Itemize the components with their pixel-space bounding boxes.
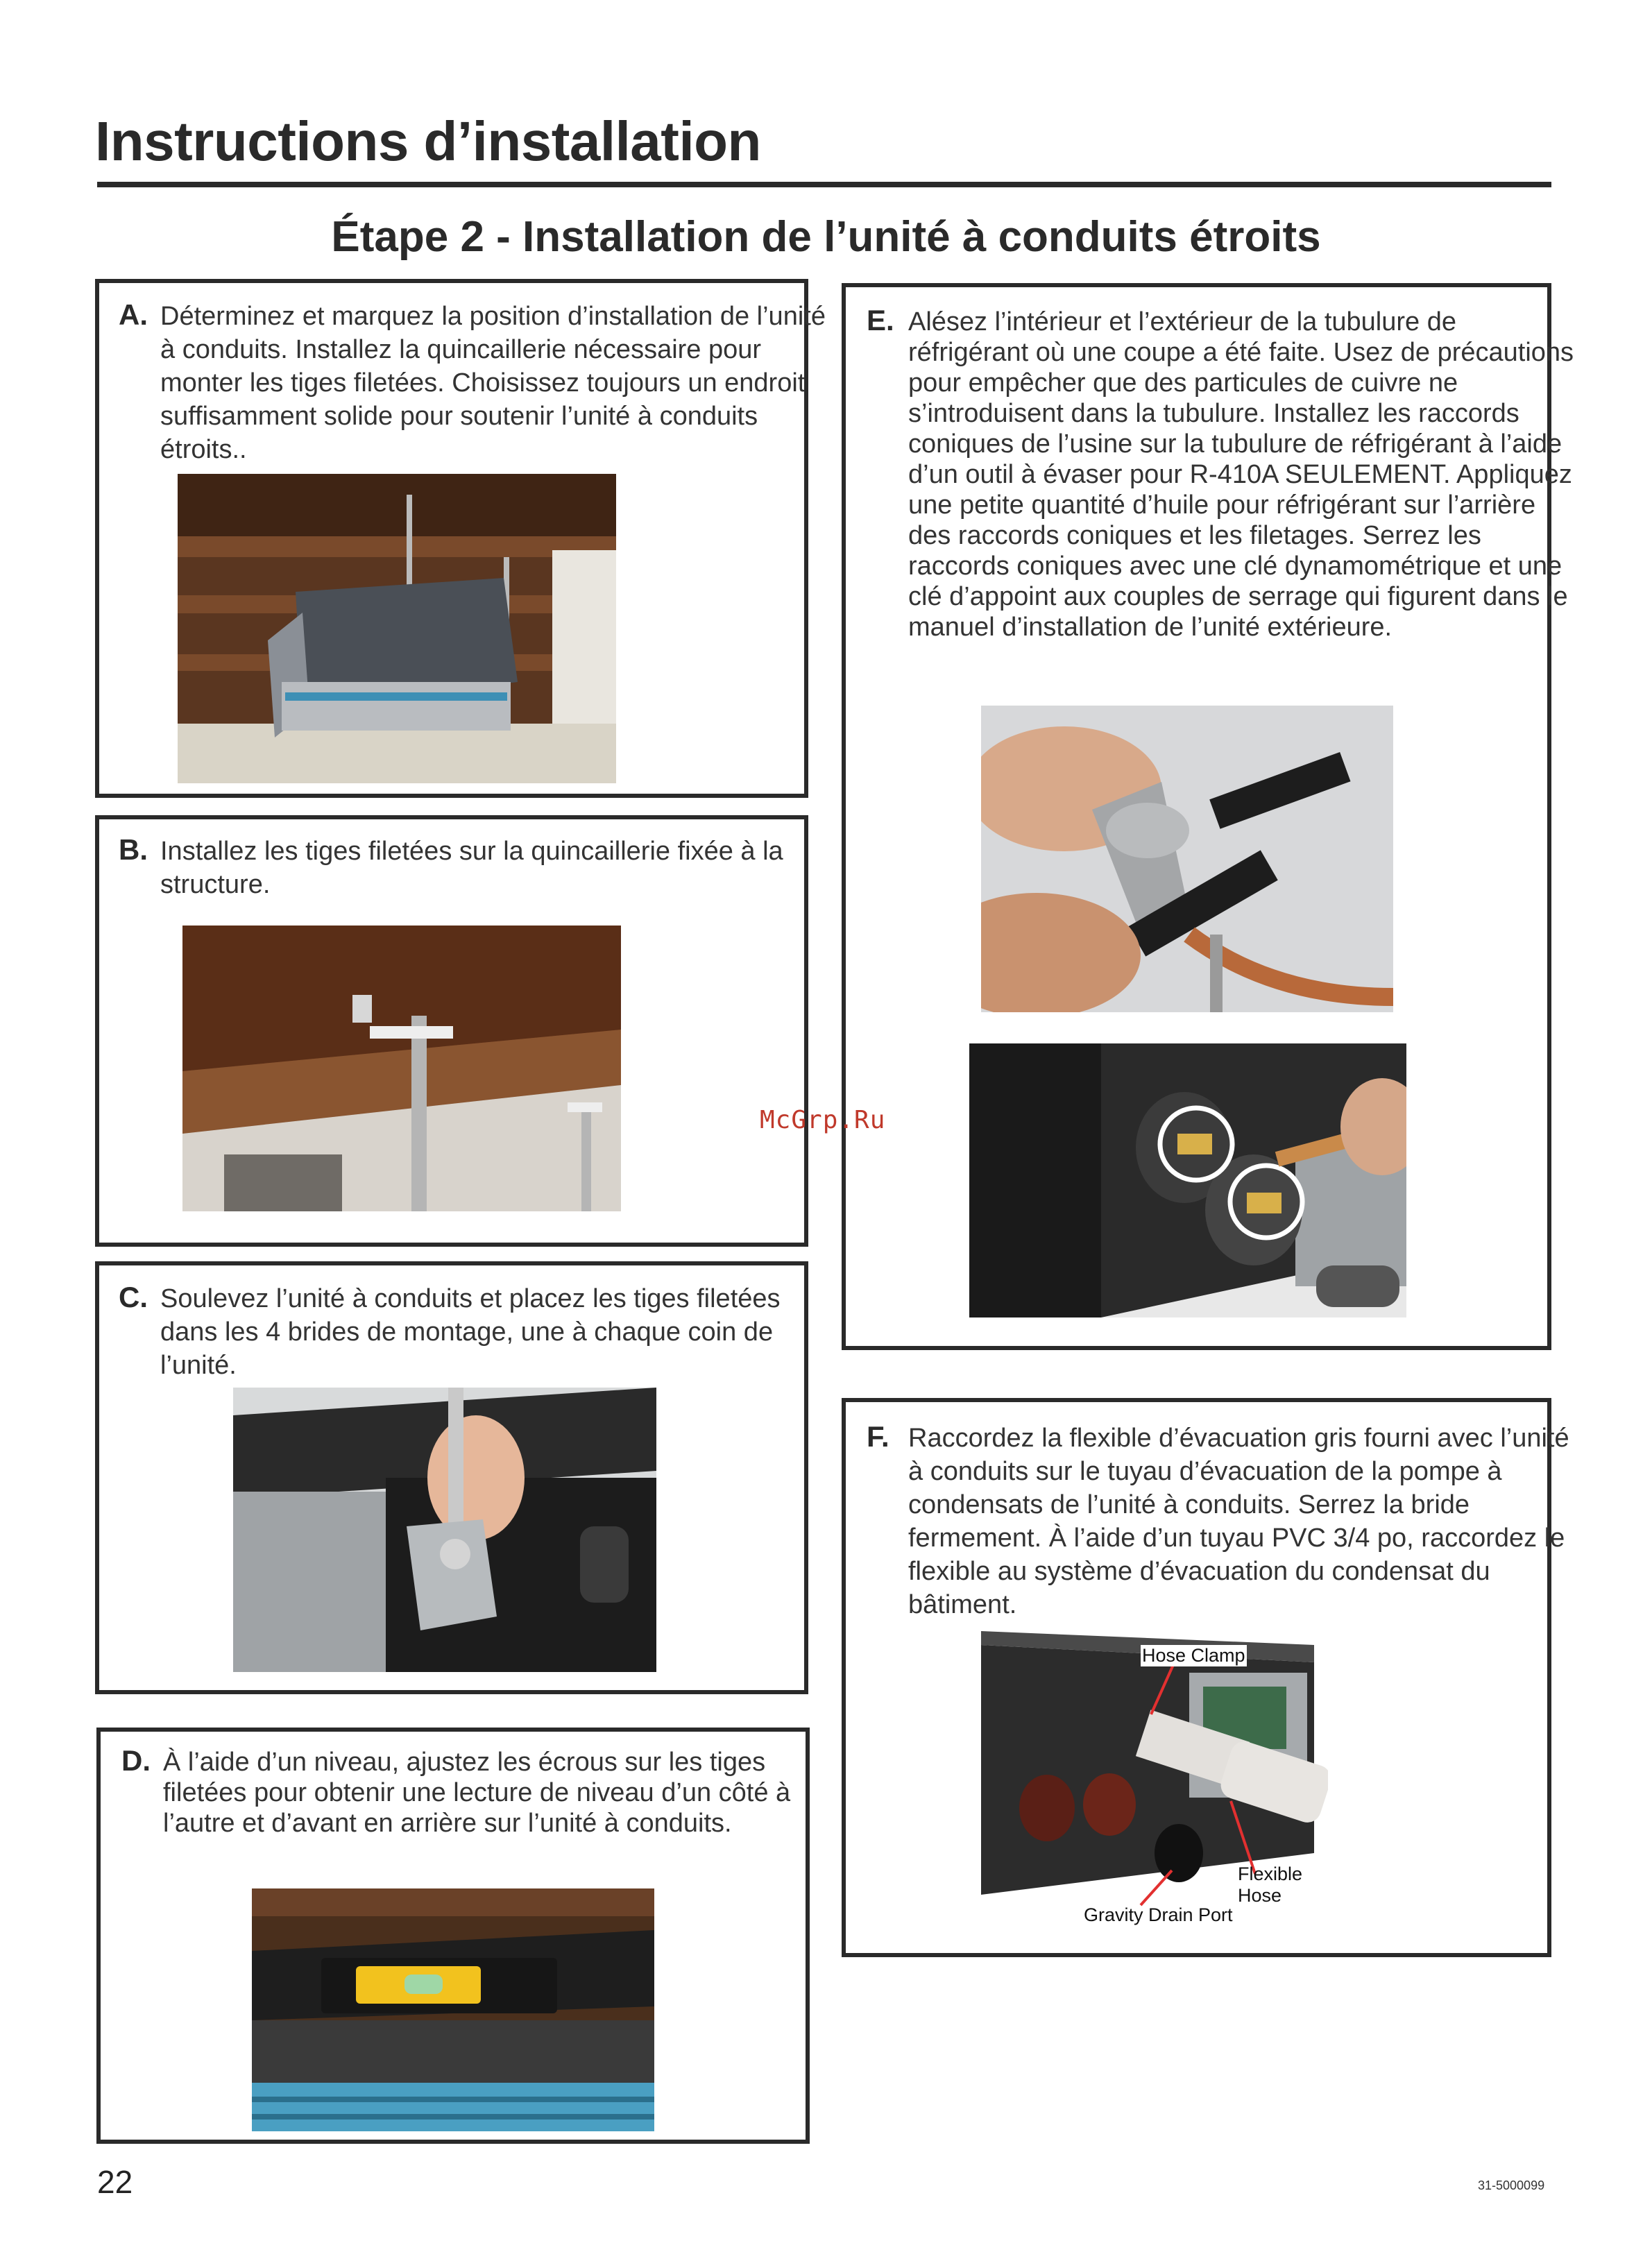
step-f-body: Raccordez la flexible d’évacuation gris fourni avec l’unité à conduits sur le tuyau d’évacuation de la pompe à condensats de l’unité à conduits. Serrez la bride fermement. À l’aide d’un tuyau PVC 3/4 po, raccordez le flexible au système d’évacuation du condensat du bâtiment. (908, 1424, 1569, 1619)
step-d-photo (252, 1888, 654, 2131)
step-b-body: Installez les tiges filetées sur la quincaillerie fixée à la structure. (160, 837, 783, 899)
step-a-text (119, 298, 826, 466)
gravity-drain-port-label: Gravity Drain Port (1084, 1904, 1233, 1925)
step-f-letter: F. (867, 1420, 889, 1453)
step-c-letter: C. (119, 1281, 148, 1313)
step-a-body: Déterminez et marquez la position d’installation de l’unité à conduits. Installez la quincaillerie nécessaire pour monter les tiges filetées. Choisissez toujours un endroit suffisamment solide pour soutenir l’unité à conduits étroits.. (160, 302, 826, 464)
step-d-body: À l’aide d’un niveau, ajustez les écrous sur les tiges filetées pour obtenir une lecture de niveau d’un côté à l’autre et d’avant en arrière sur l’unité à conduits. (163, 1748, 791, 1838)
step-c-box (95, 1261, 808, 1694)
step-e-photo-fittings (969, 1043, 1406, 1317)
flexible-hose-label: Flexible Hose (1238, 1864, 1303, 1906)
step-d-letter: D. (121, 1744, 151, 1777)
step-subtitle: Étape 2 - Installation de l’unité à conduits étroits (331, 213, 1321, 261)
step-e-photo-flaring (981, 706, 1393, 1012)
step-b-box (95, 815, 808, 1247)
step-c-body: Soulevez l’unité à conduits et placez les tiges filetées dans les 4 brides de montage, une à chaque coin de l’unité. (160, 1284, 781, 1380)
page-title: Instructions d’installation (95, 110, 761, 172)
watermark: McGrp.Ru (760, 1106, 886, 1134)
step-c-photo (233, 1388, 656, 1672)
document-code: 31-5000099 (1478, 2178, 1545, 2192)
step-c-text (119, 1281, 826, 1382)
step-a-box (95, 279, 826, 798)
step-e-text (867, 305, 1581, 642)
step-b-letter: B. (119, 833, 148, 866)
title-rule (97, 182, 1551, 187)
step-f-box (842, 1398, 1569, 1957)
hose-clamp-label: Hose Clamp (1142, 1645, 1245, 1666)
step-a-letter: A. (119, 298, 148, 331)
step-b-photo (182, 926, 621, 1211)
page-number: 22 (97, 2164, 133, 2200)
step-e-box (842, 283, 1574, 1350)
step-e-letter: E. (867, 304, 894, 336)
step-d-text (121, 1746, 829, 1839)
step-b-text (119, 833, 826, 901)
step-f-diagram (981, 1631, 1328, 1936)
step-f-text (867, 1420, 1581, 1621)
step-a-photo (178, 474, 616, 783)
step-e-body: Alésez l’intérieur et l’extérieur de la tubulure de réfrigérant où une coupe a été faite. Usez de précautions pour empêcher que des particules de cuivre ne s’introduisent dans la tubulure. Installez les raccords coniques de l’usine sur la tubulure de réfrigérant à l’aide d’un outil à évaser pour R-410A SEULEMENT. Appliquez une petite quantité d’huile pour réfrigérant sur l’arrière des raccords coniques et les filetages. Serrez les raccords coniques avec une clé dynamométrique et une clé d’appoint aux couples de serrage qui figurent dans le manuel d’installation de l’unité extérieure. (908, 307, 1574, 642)
step-d-box (96, 1728, 810, 2144)
